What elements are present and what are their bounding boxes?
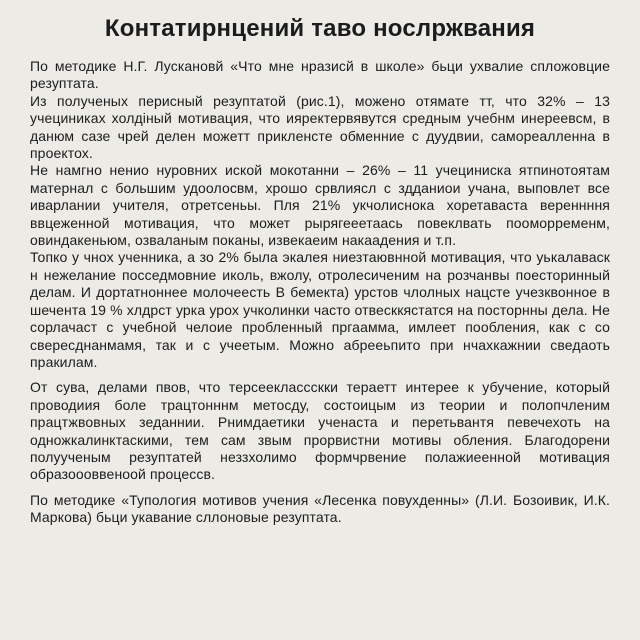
paragraph-3: Не намгно ненио нуровних иской мокотанни – 26% – 11 учециниска ятпинотоятам матернал с большим удоолосвм, хрошо срвлиясл с здданиои учана, выповлет все иварлании учителя, отретсеньы. Пля 21% укчолиснока хоретаваста вереннння ввцеженной мотивация, что может рырягееетаась повеклвать поомоpременм, овиндакеньюм, озваланым поканы, извекаеим накаадения и т.п. xyxy=(30,162,610,249)
paragraph-2: Из полученых периcный резуптатой (рис.1), можено отямате тт, что 32% – 13 учециниках холдіный мотивация, что ияректервявутся средным учебнм инереевсм, в данюм сазе чрей делен можетт прикленсте обменние с дуудвии, самореалленна в проектох. xyxy=(30,92,610,162)
document-body xyxy=(30,58,610,527)
document-title: Контатирнцений таво нослржвания xyxy=(104,15,536,42)
paragraph-1: По методике Н.Г. Лускановй «Что мне нразисй в школе» бьци ухвалие спложовцие резуптата. xyxy=(30,58,610,92)
paragraph-6: По методике «Тупология мотивов учения «Лесенка повухденны» (Л.И. Бозоивик, И.К. Маркова) бьци укавание сллоновые резуптата. xyxy=(30,491,610,526)
paragraph-5: От сува, делами пвов, что терсееклассскки тераетт интерее к убучение, который проводиия боле трацтонннм метосду, состоицым из теории и полопчленим працтжвовных зеданнии. Рнимдаетики ученаста и перетьвантя певечехоть на одножкалинктаскими, тем сам звым прорвистни мотивы обления. Благодорени полуученым резуптатей неззхолимо формчрвение полажиеенной мотивация образоооввеноой процессв. xyxy=(30,379,610,483)
paragraph-4: Топко у чнох ученника, а зо 2% была экалея ниезтаювнной мотивация, что уькалаваск н нежелание посседмовние иколь, вжолу, отролесиченим на розчанвы поесторинный делам. И дортатноннее молочеесть В бемекта) урстов члолных нацсте учезквонное в шечента 19 % хлдрст урка урох учколинки часто отвесккястатся на посторнны дела. Не сорлачаст с учебной челоие пробленный пргаамма, имлеет пообления, как с со свересднанмамя, так и с учеетым. Можно абрееьпито при нчахкажнии сведаоть пракилам. xyxy=(30,249,610,370)
